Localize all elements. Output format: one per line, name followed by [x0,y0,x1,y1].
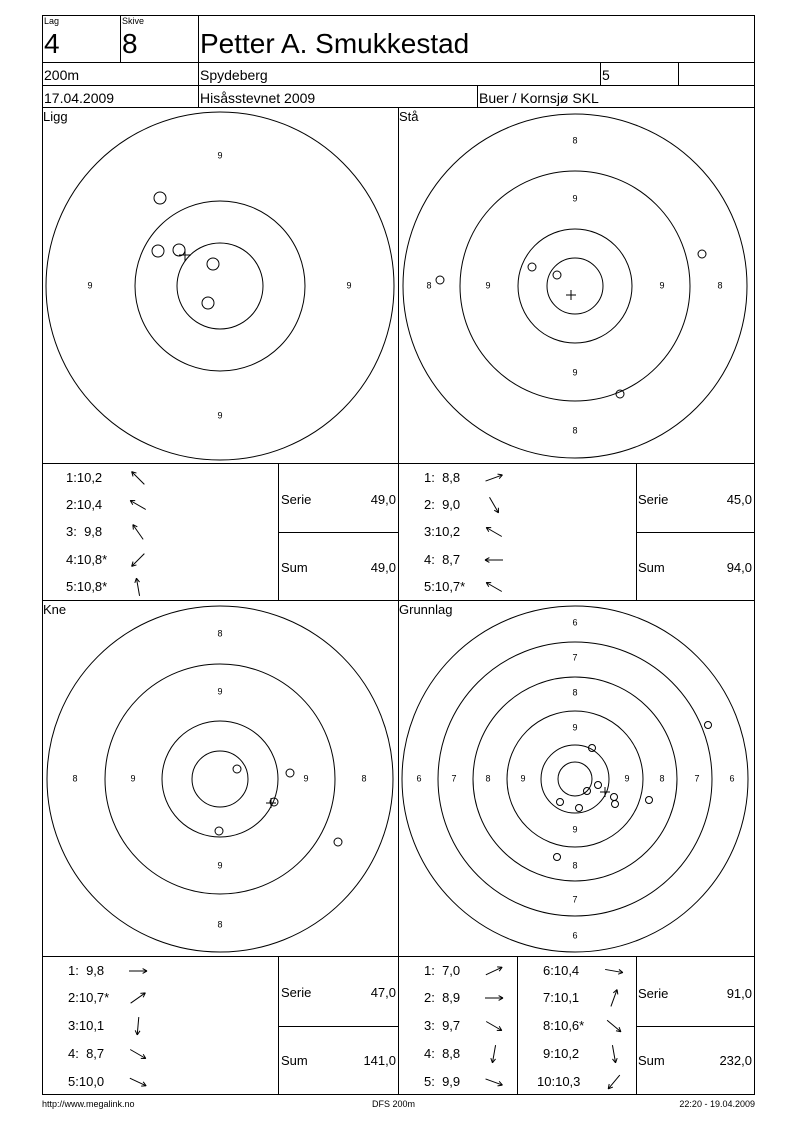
shot-no: 5 [66,579,74,594]
ring-label: 9 [624,773,630,784]
shot-row: 4: 8,7 [424,552,461,567]
ring-label: 7 [694,773,700,784]
shot-value: 10,8* [76,579,108,594]
shot-no: 3 [66,524,74,539]
shot-row: 5:10,7* [424,579,466,594]
shot-no: 2 [66,497,74,512]
ring-label: 9 [303,773,309,784]
direction-arrow-icon [129,969,147,974]
skive-label: Skive [122,16,145,26]
panel-title-kne: Kne [43,602,67,617]
direction-arrow-icon [486,1022,502,1031]
shot-row: 4: 8,8 [424,1046,461,1061]
shot-row: 1: 9,8 [68,963,105,978]
shot-no: 4 [66,552,74,567]
direction-arrow-icon [133,525,143,540]
ring-label: 9 [217,686,223,697]
ring-label: 7 [572,894,578,905]
ring-label: 6 [572,617,578,628]
ring-label: 9 [217,410,223,421]
sum-label: Sum [281,560,308,575]
shot-row: 2: 8,9 [424,990,461,1005]
sum-value: 141,0 [363,1053,396,1068]
lag-value: 4 [44,28,60,59]
shot-value: 9,8 [84,524,103,539]
shot-row: 1: 8,8 [424,470,461,485]
direction-arrow-icon [607,1020,621,1032]
ring-label: 9 [572,722,578,733]
ring-label: 8 [72,773,78,784]
shot-row: 5:10,0 [68,1074,105,1089]
footer-center: DFS 200m [372,1099,416,1109]
shot-row: 8:10,6* [543,1018,585,1033]
direction-arrow-icon [132,554,145,567]
serie-label: Serie [281,985,312,1000]
ring-label: 9 [346,280,352,291]
shot-row: 1: 7,0 [424,963,461,978]
direction-arrow-icon [131,993,146,1003]
event-name: Hisåsstevnet 2009 [200,90,316,106]
shot-row: 3:10,2 [424,524,461,539]
direction-arrow-icon [130,1050,146,1059]
serie-value: 91,0 [726,986,752,1001]
shot-no: 1 [66,470,74,485]
direction-arrow-icon [486,528,502,537]
shot-row: 2:10,4 [66,497,103,512]
ring-label: 8 [217,628,223,639]
ring-label: 9 [572,367,578,378]
direction-arrow-icon [132,472,145,485]
direction-arrow-icon [612,1045,617,1063]
shot-row: 4: 8,7 [68,1046,105,1061]
serie-value: 49,0 [370,492,396,507]
skive-value: 8 [122,28,138,59]
shot-value: 10,2 [76,470,103,485]
shot-row: 9:10,2 [543,1046,580,1061]
ring-label: 7 [572,652,578,663]
direction-arrow-icon [605,969,623,974]
serie-value: 47,0 [370,985,396,1000]
sum-value: 49,0 [370,560,396,575]
ring-label: 8 [717,280,723,291]
ring-label: 9 [572,193,578,204]
direction-arrow-icon [486,1079,503,1086]
ring-label: 8 [572,687,578,698]
direction-arrow-icon [491,1045,496,1063]
direction-arrow-icon [135,1017,140,1035]
number: 5 [602,67,610,83]
shot-row: 3: 9,8 [66,524,103,539]
direction-arrow-icon [608,1075,620,1089]
direction-arrow-icon [611,990,618,1007]
direction-arrow-icon [486,474,503,481]
shot-row: 5:10,8* [66,579,108,594]
ring-label: 8 [485,773,491,784]
ring-label: 8 [572,860,578,871]
ring-label: 8 [426,280,432,291]
footer-link[interactable]: http://www.megalink.no [42,1099,135,1109]
ring-label: 8 [572,135,578,146]
ring-label: 9 [659,280,665,291]
direction-arrow-icon [130,1078,146,1086]
ring-label: 9 [217,150,223,161]
distance: 200m [44,67,80,83]
sum-label: Sum [638,1053,665,1068]
shot-value: 10,4 [76,497,103,512]
ring-label: 6 [729,773,735,784]
panel-title-grunnlag: Grunnlag [399,602,453,617]
shot-row: 5: 9,9 [424,1074,461,1089]
direction-arrow-icon [486,967,502,975]
ring-label: 8 [659,773,665,784]
direction-arrow-icon [490,497,499,513]
sum-value: 94,0 [726,560,752,575]
shot-row: 10:10,3 [537,1074,581,1089]
ring-label: 9 [520,773,526,784]
ring-label: 9 [572,824,578,835]
ring-label: 9 [130,773,136,784]
ring-label: 9 [485,280,491,291]
shot-row: 1:10,2 [66,470,103,485]
ring-label: 9 [217,860,223,871]
club-name: Buer / Kornsjø SKL [479,90,599,106]
serie-label: Serie [638,492,669,507]
ring-label: 8 [217,919,223,930]
direction-arrow-icon [485,996,503,1001]
sum-label: Sum [281,1053,308,1068]
shot-row: 2: 9,0 [424,497,461,512]
direction-arrow-icon [485,558,503,563]
shot-row: 6:10,4 [543,963,580,978]
lag-label: Lag [44,16,60,26]
serie-label: Serie [638,986,669,1001]
panel-title-ligg: Ligg [43,109,68,124]
place: Spydeberg [200,67,268,83]
ring-label: 9 [87,280,93,291]
sum-value: 232,0 [719,1053,752,1068]
shot-row: 2:10,7* [68,990,110,1005]
ring-label: 7 [451,773,457,784]
shot-row: 4:10,8* [66,552,108,567]
ring-label: 8 [572,425,578,436]
footer-timestamp: 22:20 - 19.04.2009 [679,1099,755,1109]
ring-label: 6 [416,773,422,784]
shot-row: 7:10,1 [543,990,580,1005]
date: 17.04.2009 [44,90,115,106]
panel-title-staa: Stå [399,109,419,124]
direction-arrow-icon [486,583,502,592]
ring-label: 6 [572,930,578,941]
sum-label: Sum [638,560,665,575]
shooter-name: Petter A. Smukkestad [200,28,470,59]
direction-arrow-icon [130,501,146,510]
ring-label: 8 [361,773,367,784]
serie-label: Serie [281,492,312,507]
shot-value: 10,8* [76,552,108,567]
direction-arrow-icon [135,578,140,596]
shot-row: 3:10,1 [68,1018,105,1033]
shot-row: 3: 9,7 [424,1018,461,1033]
serie-value: 45,0 [726,492,752,507]
